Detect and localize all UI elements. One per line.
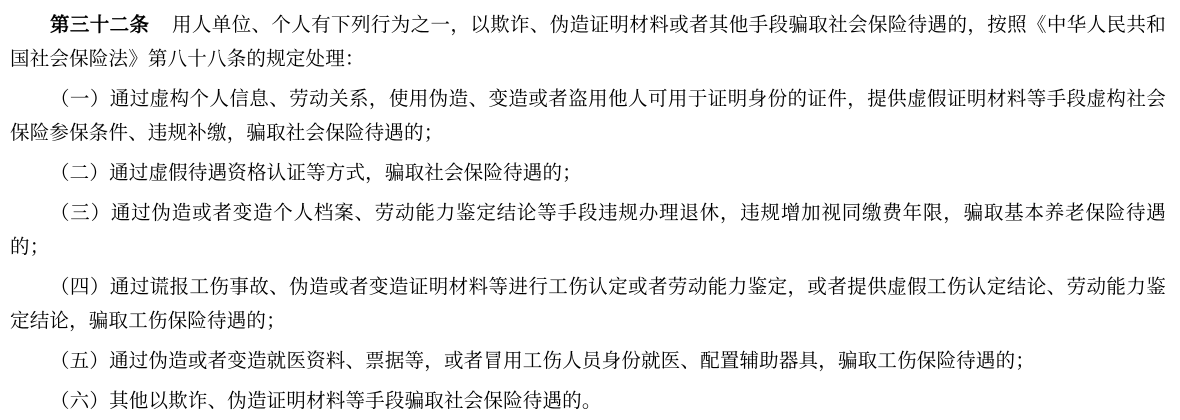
list-item: （三）通过伪造或者变造个人档案、劳动能力鉴定结论等手段违规办理退休，违规增加视同缴费年限，骗取基本养老保险待遇的； (10, 201, 1166, 258)
list-item: （四）通过谎报工伤事故、伪造或者变造证明材料等进行工伤认定或者劳动能力鉴定，或者提供虚假工伤认定结论、劳动能力鉴定结论，骗取工伤保险待遇的； (10, 275, 1166, 332)
list-item: （六）其他以欺诈、伪造证明材料等手段骗取社会保险待遇的。 (49, 389, 602, 412)
list-item: （二）通过虚假待遇资格认证等方式，骗取社会保险待遇的； (49, 161, 582, 184)
list-item: （五）通过伪造或者变造就医资料、票据等，或者冒用工伤人员身份就医、配置辅助器具，骗取工伤保险待遇的； (49, 349, 1035, 372)
article-text: 用人单位、个人有下列行为之一，以欺诈、伪造证明材料或者其他手段骗取社会保险待遇的，按照《中华人民共和国社会保险法》第八十八条的规定处理： (10, 13, 1166, 70)
article-paragraph (10, 8, 1166, 76)
article-number: 第三十二条 (49, 13, 150, 36)
list-item: （一）通过虚构个人信息、劳动关系，使用伪造、变造或者盗用他人可用于证明身份的证件，提供虚假证明材料等手段虚构社会保险参保条件、违规补缴，骗取社会保险待遇的； (10, 87, 1166, 144)
